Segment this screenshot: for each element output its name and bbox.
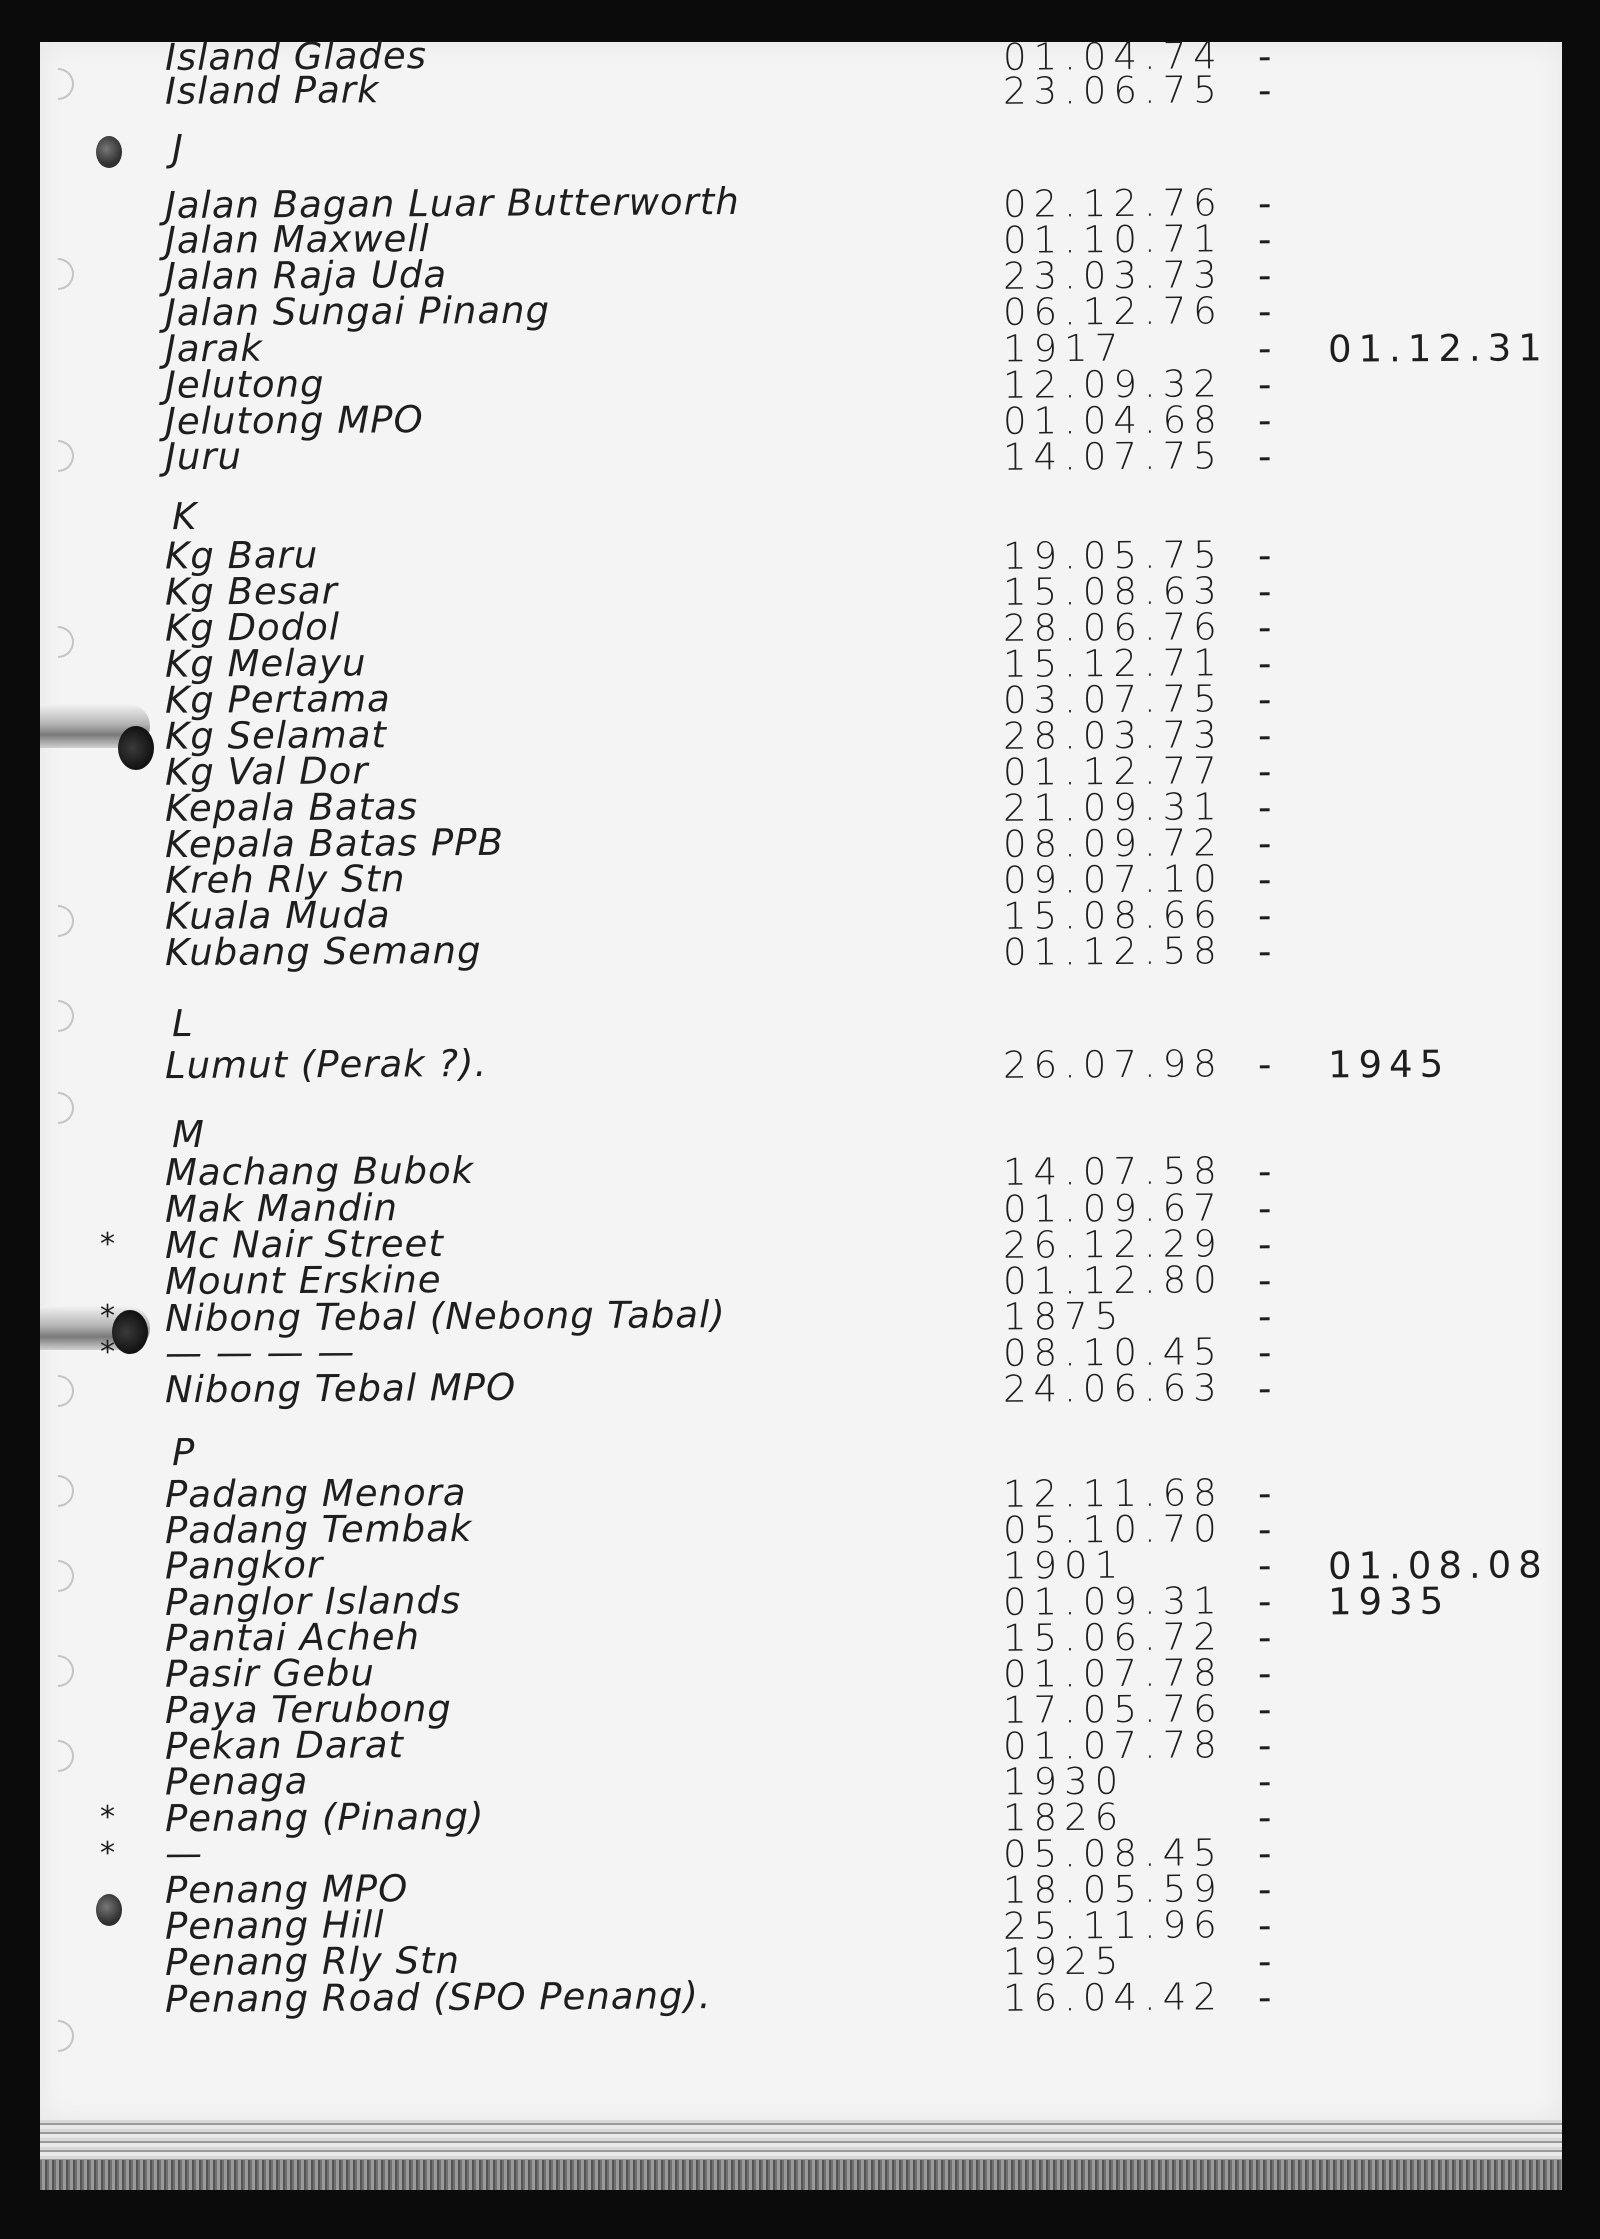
asterisk-marker: * xyxy=(99,1226,116,1263)
opening-date: 08.10.45 xyxy=(1002,1330,1224,1375)
closing-date: 01.12.31 xyxy=(1327,326,1549,371)
opening-date: 26.07.98 xyxy=(1002,1042,1224,1087)
opening-date: 1901 xyxy=(1002,1543,1126,1588)
date-separator-dash: - xyxy=(1257,1795,1272,1840)
date-separator-dash: - xyxy=(1257,569,1272,614)
date-separator-dash: - xyxy=(1257,857,1272,902)
place-name: Kg Selamat xyxy=(164,713,388,758)
opening-date: 17.05.76 xyxy=(1002,1687,1224,1732)
section-letter-heading: K xyxy=(171,494,197,539)
closing-date: 01.08.08 xyxy=(1327,1543,1549,1588)
opening-date: 05.08.45 xyxy=(1002,1831,1224,1876)
date-separator-dash: - xyxy=(1257,1294,1272,1339)
opening-date: 1826 xyxy=(1002,1795,1126,1840)
date-separator-dash: - xyxy=(1257,181,1272,226)
opening-date: 18.05.59 xyxy=(1002,1867,1224,1912)
opening-date: 12.09.32 xyxy=(1002,362,1224,407)
date-separator-dash: - xyxy=(1257,34,1272,79)
place-name: Penang Rly Stn xyxy=(164,1938,461,1985)
opening-date: 15.06.72 xyxy=(1002,1615,1224,1660)
date-separator-dash: - xyxy=(1257,289,1272,334)
date-separator-dash: - xyxy=(1257,1687,1272,1732)
closing-date: 1935 xyxy=(1327,1579,1451,1624)
place-name: Kg Baru xyxy=(164,533,319,578)
opening-date: 16.04.42 xyxy=(1002,1975,1224,2020)
date-separator-dash: - xyxy=(1257,821,1272,866)
place-name: Kg Val Dor xyxy=(164,749,369,794)
opening-date: 01.04.74 xyxy=(1002,34,1224,79)
place-name: Kreh Rly Stn xyxy=(164,857,406,902)
date-separator-dash: - xyxy=(1257,1543,1272,1588)
date-separator-dash: - xyxy=(1257,1651,1272,1696)
place-name: — — — — xyxy=(164,1330,356,1375)
date-separator-dash: - xyxy=(1257,1186,1272,1231)
opening-date: 24.06.63 xyxy=(1002,1366,1224,1411)
date-separator-dash: - xyxy=(1257,1330,1272,1375)
place-name: Mount Erskine xyxy=(164,1258,442,1303)
date-separator-dash: - xyxy=(1257,677,1272,722)
opening-date: 28.03.73 xyxy=(1002,713,1224,758)
date-separator-dash: - xyxy=(1257,398,1272,443)
punch-hole xyxy=(96,1894,122,1926)
opening-date: 01.12.77 xyxy=(1002,749,1224,794)
opening-date: 1930 xyxy=(1002,1759,1126,1804)
date-separator-dash: - xyxy=(1257,1723,1272,1768)
date-separator-dash: - xyxy=(1257,929,1272,974)
place-name: Penang (Pinang) xyxy=(164,1794,485,1841)
place-name: Jelutong MPO xyxy=(164,398,424,443)
place-name: — xyxy=(164,1831,204,1876)
opening-date: 15.08.63 xyxy=(1002,569,1224,614)
opening-date: 25.11.96 xyxy=(1002,1903,1224,1948)
place-name: Kepala Batas xyxy=(164,785,419,830)
date-separator-dash: - xyxy=(1257,1831,1272,1876)
opening-date: 01.09.31 xyxy=(1002,1579,1224,1624)
date-separator-dash: - xyxy=(1257,1042,1272,1087)
place-name: Padang Menora xyxy=(164,1470,467,1517)
date-separator-dash: - xyxy=(1257,1939,1272,1984)
binder-ring-end xyxy=(118,726,154,770)
date-separator-dash: - xyxy=(1257,1975,1272,2020)
opening-date: 15.08.66 xyxy=(1002,893,1224,938)
opening-date: 1875 xyxy=(1002,1294,1126,1339)
place-name: Pekan Darat xyxy=(164,1723,405,1768)
place-name: Penaga xyxy=(164,1759,309,1804)
opening-date: 15.12.71 xyxy=(1002,641,1224,686)
place-name: Mak Mandin xyxy=(164,1186,399,1231)
opening-date: 28.06.76 xyxy=(1002,605,1224,650)
section-letter-heading: M xyxy=(171,1112,205,1157)
opening-date: 14.07.58 xyxy=(1002,1149,1224,1194)
place-name: Jalan Sungai Pinang xyxy=(164,288,551,335)
opening-date: 21.09.31 xyxy=(1002,785,1224,830)
date-separator-dash: - xyxy=(1257,533,1272,578)
place-name: Lumut (Perak ?). xyxy=(164,1041,488,1088)
date-separator-dash: - xyxy=(1257,1615,1272,1660)
place-name: Jalan Bagan Luar Butterworth xyxy=(164,179,740,228)
date-separator-dash: - xyxy=(1257,749,1272,794)
opening-date: 01.04.68 xyxy=(1002,398,1224,443)
binder-ring-end xyxy=(112,1310,148,1354)
date-separator-dash: - xyxy=(1257,641,1272,686)
section-letter-heading: L xyxy=(171,1001,193,1046)
opening-date: 08.09.72 xyxy=(1002,821,1224,866)
section-letter-heading: J xyxy=(171,126,184,171)
opening-date: 06.12.76 xyxy=(1002,289,1224,334)
place-name: Jarak xyxy=(164,326,264,371)
place-name: Island Glades xyxy=(164,34,428,79)
asterisk-marker: * xyxy=(99,1334,116,1371)
date-separator-dash: - xyxy=(1257,68,1272,113)
place-name: Kuala Muda xyxy=(164,893,391,938)
place-name: Padang Tembak xyxy=(164,1506,473,1553)
date-separator-dash: - xyxy=(1257,893,1272,938)
place-name: Nibong Tebal (Nebong Tabal) xyxy=(164,1293,726,1340)
place-name: Panglor Islands xyxy=(164,1578,462,1625)
place-name: Island Park xyxy=(164,68,380,113)
date-separator-dash: - xyxy=(1257,362,1272,407)
place-name: Mc Nair Street xyxy=(164,1222,445,1267)
opening-date: 1925 xyxy=(1002,1939,1126,1984)
opening-date: 01.09.67 xyxy=(1002,1186,1224,1231)
opening-date: 05.10.70 xyxy=(1002,1507,1224,1552)
place-name: Paya Terubong xyxy=(164,1686,452,1733)
opening-date: 03.07.75 xyxy=(1002,677,1224,722)
place-name: Kepala Batas PPB xyxy=(164,820,505,867)
opening-date: 09.07.10 xyxy=(1002,857,1224,902)
place-name: Pangkor xyxy=(164,1543,324,1588)
date-separator-dash: - xyxy=(1257,1579,1272,1624)
asterisk-marker: * xyxy=(99,1799,116,1836)
place-name: Penang MPO xyxy=(164,1867,409,1912)
date-separator-dash: - xyxy=(1257,1759,1272,1804)
asterisk-marker: * xyxy=(99,1835,116,1872)
place-name: Kg Besar xyxy=(164,569,338,614)
opening-date: 23.06.75 xyxy=(1002,68,1224,113)
date-separator-dash: - xyxy=(1257,1258,1272,1303)
date-separator-dash: - xyxy=(1257,253,1272,298)
opening-date: 01.07.78 xyxy=(1002,1651,1224,1696)
place-name: Penang Road (SPO Penang). xyxy=(164,1974,712,2021)
date-separator-dash: - xyxy=(1257,1471,1272,1516)
opening-date: 02.12.76 xyxy=(1002,181,1224,226)
date-separator-dash: - xyxy=(1257,1507,1272,1552)
date-separator-dash: - xyxy=(1257,217,1272,262)
date-separator-dash: - xyxy=(1257,1903,1272,1948)
place-name: Machang Bubok xyxy=(164,1148,475,1195)
date-separator-dash: - xyxy=(1257,1149,1272,1194)
opening-date: 01.12.80 xyxy=(1002,1258,1224,1303)
place-name: Jalan Maxwell xyxy=(164,217,430,262)
section-letter-heading: P xyxy=(171,1430,195,1475)
place-name: Pantai Acheh xyxy=(164,1615,421,1660)
date-separator-dash: - xyxy=(1257,605,1272,650)
closing-date: 1945 xyxy=(1327,1042,1451,1087)
opening-date: 26.12.29 xyxy=(1002,1222,1224,1267)
date-separator-dash: - xyxy=(1257,785,1272,830)
place-name: Kg Melayu xyxy=(164,641,367,686)
opening-date: 14.07.75 xyxy=(1002,434,1224,479)
place-name: Nibong Tebal MPO xyxy=(164,1365,517,1412)
place-name: Penang Hill xyxy=(164,1903,385,1948)
binder-edge xyxy=(40,2160,1562,2190)
place-name: Jelutong xyxy=(164,362,325,407)
date-separator-dash: - xyxy=(1257,713,1272,758)
date-separator-dash: - xyxy=(1257,1366,1272,1411)
date-separator-dash: - xyxy=(1257,1867,1272,1912)
place-name: Juru xyxy=(164,434,243,479)
place-name: Kg Pertama xyxy=(164,677,391,722)
opening-date: 1917 xyxy=(1002,326,1126,371)
place-name: Jalan Raja Uda xyxy=(164,253,448,298)
opening-date: 01.12.58 xyxy=(1002,929,1224,974)
opening-date: 01.10.71 xyxy=(1002,217,1224,262)
punch-hole xyxy=(96,136,122,168)
asterisk-marker: * xyxy=(99,1298,116,1335)
place-name: Kubang Semang xyxy=(164,928,482,975)
place-name: Kg Dodol xyxy=(164,605,341,650)
date-separator-dash: - xyxy=(1257,1222,1272,1267)
date-separator-dash: - xyxy=(1257,434,1272,479)
opening-date: 01.07.78 xyxy=(1002,1723,1224,1768)
opening-date: 23.03.73 xyxy=(1002,253,1224,298)
opening-date: 12.11.68 xyxy=(1002,1471,1224,1516)
opening-date: 19.05.75 xyxy=(1002,533,1224,578)
date-separator-dash: - xyxy=(1257,326,1272,371)
place-name: Pasir Gebu xyxy=(164,1651,376,1696)
